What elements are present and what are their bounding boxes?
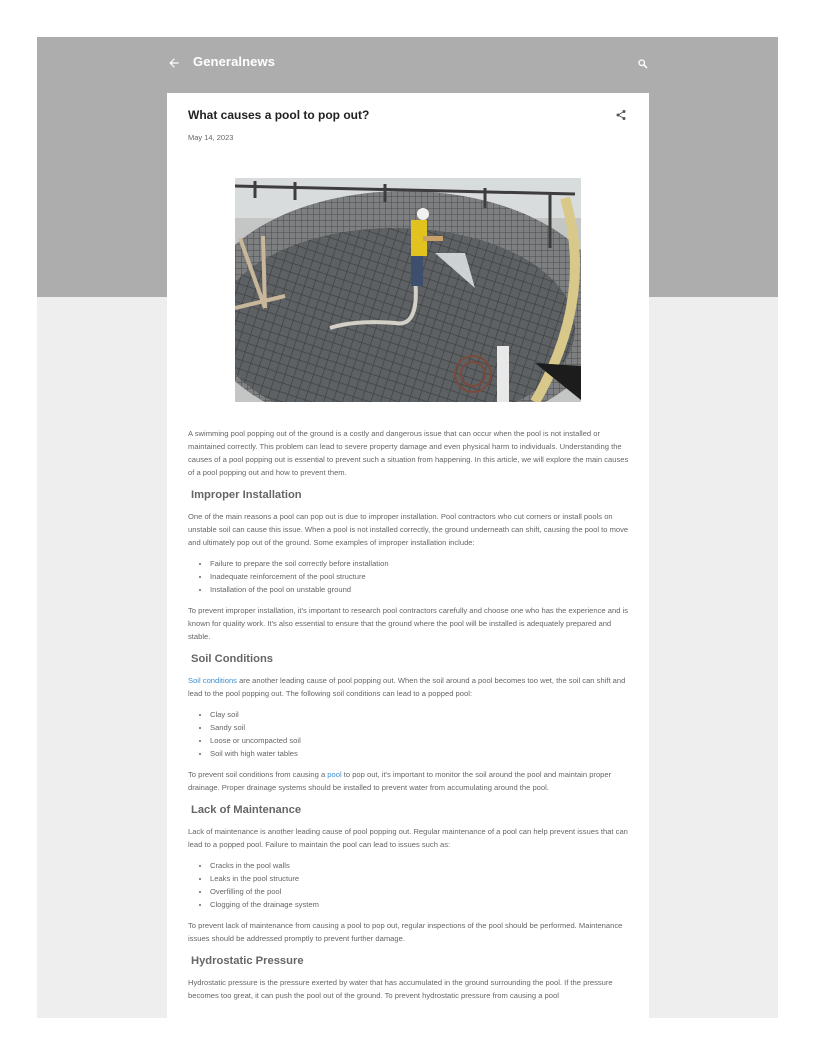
pool-construction-image — [235, 178, 581, 402]
share-icon[interactable] — [615, 109, 627, 121]
improper-paragraph-1: One of the main reasons a pool can pop out is due to improper installation. Pool contractors who cut corners or install pools on unstable soil can cause this issue. When a pool is not installed correctly, the ground underneath can shift, causing the pool to move and ultimately pop out of the ground. Some examples of improper installation include: — [188, 512, 629, 547]
section-heading-improper-installation: Improper Installation — [191, 489, 302, 501]
soil-conditions-link[interactable]: Soil conditions — [188, 676, 237, 685]
soil-paragraph-1-text: are another leading cause of pool popping out. When the soil around a pool becomes too wet, the soil can shift and lead to the pool popping out. The following soil conditions can lead to a popped pool: — [188, 676, 626, 698]
article-body — [188, 427, 629, 1010]
maintenance-paragraph-1: Lack of maintenance is another leading cause of pool popping out. Regular maintenance of a pool can help prevent issues that can lead to a popped pool. Failure to maintain the pool can lead to issues such as: — [188, 827, 628, 849]
maintenance-list — [188, 859, 629, 911]
arrow-left-icon[interactable] — [167, 56, 181, 70]
page-frame — [37, 37, 778, 1018]
intro-paragraph: A swimming pool popping out of the ground is a costly and dangerous issue that can occur when the pool is not installed or maintained correctly. This problem can lead to severe property damage and even physical harm to individuals. Understanding the causes of a pool popping out is essential to prevent such a situation from happening. In this article, we will explore the main causes of a pool popping out and how to prevent them. — [188, 429, 629, 477]
list-item: • Overfilling of the pool — [210, 885, 629, 898]
list-item: • Soil with high water tables — [210, 747, 629, 760]
pool-link[interactable]: pool — [327, 770, 342, 779]
list-item: • Failure to prepare the soil correctly before installation — [210, 557, 629, 570]
section-heading-hydrostatic-pressure: Hydrostatic Pressure — [191, 955, 304, 967]
improper-list — [188, 557, 629, 596]
hydrostatic-paragraph-1: Hydrostatic pressure is the pressure exerted by water that has accumulated in the ground surrounding the pool. If the pressure becomes too great, it can push the pool out of the ground. To prevent hydrostatic pressure from causing a pool — [188, 978, 613, 1000]
post-card — [167, 93, 649, 1018]
post-date: May 14, 2023 — [188, 133, 234, 142]
site-title[interactable]: Generalnews — [193, 54, 276, 69]
list-item: • Leaks in the pool structure — [210, 872, 629, 885]
improper-paragraph-2: To prevent improper installation, it's important to research pool contractors carefully and choose one who has the experience and is known for quality work. It's also essential to ensure that the ground where the pool will be installed is adequately prepared and stable. — [188, 606, 629, 641]
soil-paragraph-2: To prevent soil conditions from causing a pool to pop out, it's important to monitor the soil around the pool and maintain proper drainage. Proper drainage systems should be installed to prevent water from accumulating around the pool. — [188, 770, 612, 792]
search-icon[interactable] — [637, 58, 649, 70]
list-item: • Installation of the pool on unstable ground — [210, 583, 629, 596]
list-item: • Clay soil — [210, 708, 629, 721]
list-item: • Inadequate reinforcement of the pool structure — [210, 570, 629, 583]
section-heading-lack-of-maintenance: Lack of Maintenance — [191, 804, 302, 816]
list-item: • Cracks in the pool walls — [210, 859, 629, 872]
list-item: • Loose or uncompacted soil — [210, 734, 629, 747]
soil-paragraph-1 — [188, 674, 629, 700]
maintenance-paragraph-2: To prevent lack of maintenance from causing a pool to pop out, regular inspections of the pool should be performed. Maintenance issues should be addressed promptly to prevent further damage. — [188, 921, 623, 943]
list-item: • Clogging of the drainage system — [210, 898, 629, 911]
post-title: What causes a pool to pop out? — [188, 108, 370, 122]
soil-list — [188, 708, 629, 760]
section-heading-soil-conditions: Soil Conditions — [191, 653, 274, 665]
list-item: • Sandy soil — [210, 721, 629, 734]
